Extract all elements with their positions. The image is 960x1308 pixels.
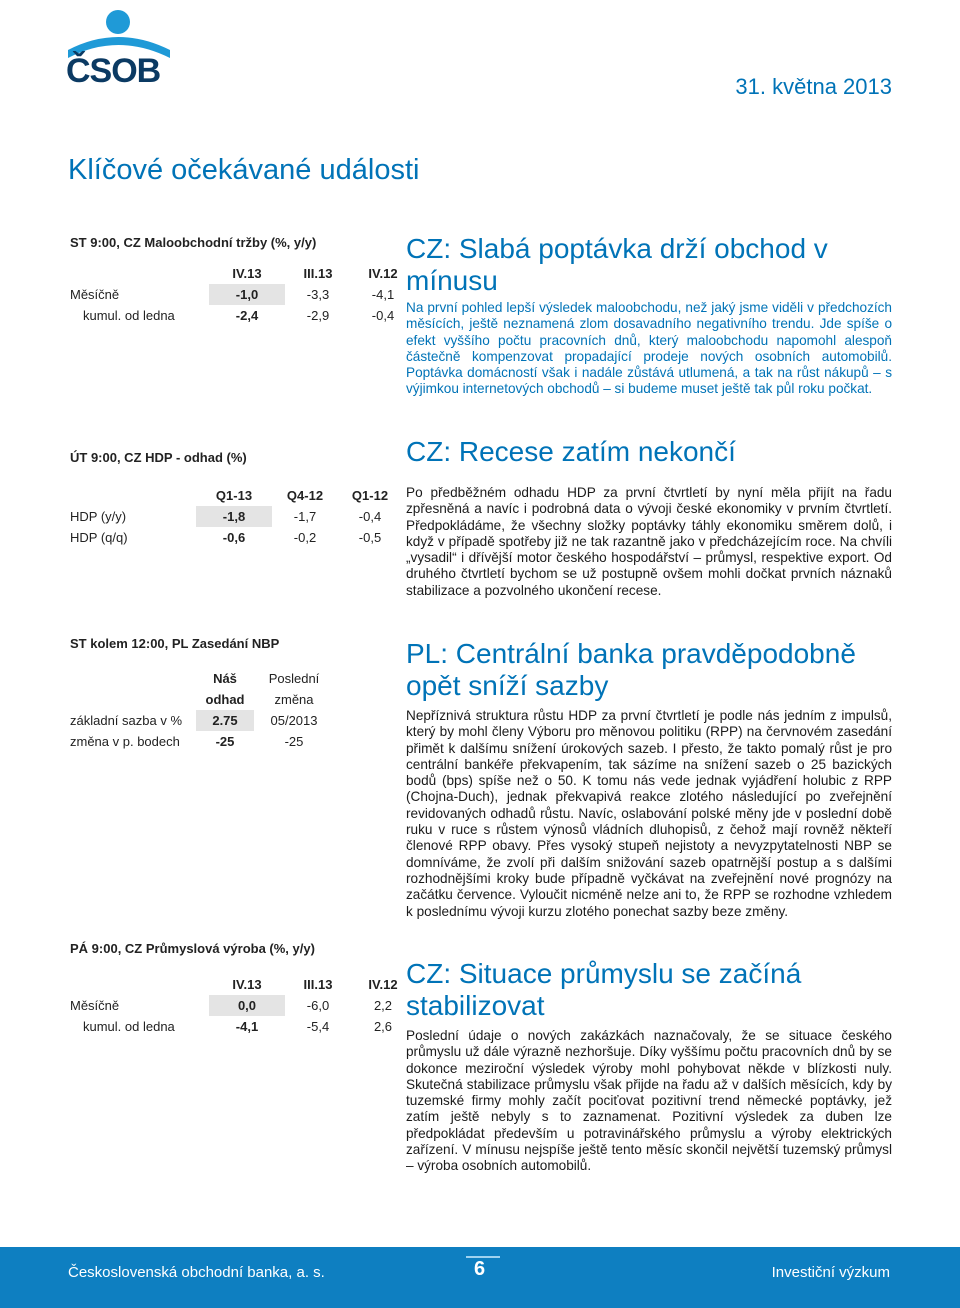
table-header-row [70,263,415,284]
industry-table [70,974,415,1037]
table-row [70,284,415,305]
table-row [70,305,415,326]
cell-value: -6,0 [306,998,330,1013]
article-headline: PL: Centrální banka pravděpodobně opět sníží sazby [406,638,856,701]
table-row [70,710,334,731]
cell-value: -2,9 [306,308,330,323]
article-headline: CZ: Situace průmyslu se začíná stabilizovat [406,958,802,1021]
article-text: Po předběžném odhadu HDP za první čtvrtletí by nyní měla přijít na řadu zpřesněná a navíc i podrobná data o vývoji české ekonomiky v prvním čtvrtletí. Předpokládáme, že všechny složky poptávky táhly ekonomiku směrem dolů, i když v případě spotřeby již ne tak razantně jako v předcházejícím roce. Na chvíli „vysadil“ i dřívější motor českého hospodářství – průmysl, respektive export. Od druhého čtvrtletí bychom se už postupně ovšem mohli dočkat prvních náznaků stabilizace a pozvolného ukončení recese. [406,485,892,598]
column-header: změna [274,692,314,707]
retail-heading: ST 9:00, CZ Maloobchodní tržby (%, y/y) [70,235,317,250]
gdp-heading: ÚT 9:00, CZ HDP - odhad (%) [70,450,247,465]
table-row [70,1016,415,1037]
cell-value: -0,2 [293,530,317,545]
column-header: Q1-12 [351,488,389,503]
cell-value: -0,4 [358,509,382,524]
cell-value: -4,1 [371,287,395,302]
retail-table [70,263,415,326]
cell-value: -4,1 [235,1019,259,1034]
row-label: Měsíčně [70,287,120,302]
cell-value: -0,6 [222,530,246,545]
table-row [70,995,415,1016]
column-header: Poslední [268,671,320,686]
column-header: IV.13 [232,977,262,992]
cell-value: -1,8 [196,506,272,527]
industry-heading: PÁ 9:00, CZ Průmyslová výroba (%, y/y) [70,941,315,956]
cell-value: -25 [284,734,304,749]
article-headline: CZ: Slabá poptávka drží obchod v mínusu [406,233,828,296]
table-row [70,731,334,752]
cell-value: -25 [215,734,235,749]
cell-value: 2.75 [196,710,254,731]
table-header-row [70,689,334,710]
cell-value: -0,5 [358,530,382,545]
nbp-heading: ST kolem 12:00, PL Zasedání NBP [70,636,280,651]
logo-text: ČSOB [66,52,161,90]
cell-value: 2,6 [373,1019,393,1034]
cell-value: 05/2013 [270,713,318,728]
page-title: Klíčové očekávané události [68,154,420,186]
table-row [70,506,402,527]
cell-value: -1,7 [293,509,317,524]
table-row [70,527,402,548]
nbp-table [70,668,334,752]
article-headline: CZ: Recese zatím nekončí [406,436,736,467]
cell-value: 2,2 [373,998,393,1013]
gdp-table [70,485,402,548]
report-date: 31. května 2013 [735,74,892,99]
row-label: kumul. od ledna [83,308,175,323]
column-header: III.13 [303,266,333,281]
column-header: Q1-13 [215,488,253,503]
article-text: Na první pohled lepší výsledek maloobchodu, než jaký jsme viděli v předchozích měsících, ještě neznamená zlom dosavadního negativního trendu. Jde spíše o efekt vyššího počtu pracovních dnů, který maloobchodu napomohl alespoň částečně kompenzovat propadající prodeje nových osobních automobilů. Poptávka domácností však i nadále zůstává utlumená, a tak na růst nákupů – s výjimkou internetových obchodů – si budeme muset ještě tak půl roku počkat. [406,300,892,397]
footer-department: Investiční výzkum [771,1264,890,1281]
column-header: Q4-12 [286,488,324,503]
page-number: 6 [474,1258,486,1280]
column-header: IV.13 [232,266,262,281]
cell-value: -3,3 [306,287,330,302]
table-header-row [70,485,402,506]
column-header: IV.12 [368,266,398,281]
column-header: odhad [205,692,245,707]
cell-value: 0,0 [209,995,285,1016]
table-header-row [70,668,334,689]
row-label: základní sazba v % [70,713,183,728]
table-header-row [70,974,415,995]
cell-value: -5,4 [306,1019,330,1034]
logo-circle-icon [106,10,130,34]
footer-company: Československá obchodní banka, a. s. [68,1264,325,1281]
article-text: Poslední údaje o nových zakázkách naznačovaly, že se situace českého průmyslu už dále výrazně nezhoršuje. Díky vyššímu počtu pracovních dnů by se dokonce meziroční výsledek výroby mohl pohybovat někde v blízkosti nuly. Skutečná stabilizace průmyslu však přijde na řadu až v dalších měsících, kdy by tuzemské firmy mohly začít pociťovat pozitivní trend německé poptávky, jež zatím ještě nebyly s to zaznamenat. Pozitivní výsledek za duben lze předpokládat především u potravinářského průmyslu a výroby elektrických zařízení. V mínusu nejspíše ještě tento měsíc skončil největší tuzemský průmysl – výroba osobních automobilů. [406,1028,892,1174]
row-label: Měsíčně [70,998,120,1013]
csob-logo [66,6,172,90]
column-header: IV.12 [368,977,398,992]
row-label: HDP (y/y) [70,509,127,524]
article-text: Nepříznivá struktura růstu HDP za první čtvrtletí je podle nás jedním z impulsů, který by mohl členy Výboru pro měnovou politiku (RPP) na červnovém zasedání přimět k dalšímu snížení úrokových sazeb. I přesto, že takto pomalý růst je pro centrální bankéře překvapením, tak sázíme na snížení sazeb o 25 bazických bodů (bps) spíše než o 50. K tomu nás vede jednak vyjádření holubic z RPP (Chojna-Duch), jednak překvapivá reakce zlotého následující po zveřejnění revidovaných odhadů růstu. Navíc, oslabování polské měny jde v poslední době ruku v ruce s růstem výnosů vládních dluhopisů, z čehož mají rovněž někteří členové RPP obavy. Přes vysoký stupeň nejistoty a nevyzpytatelnosti NBP se domníváme, že zvolí při dalším snižování sazeb opatrnější postup a s dalšími rozhodnějšími kroky bude případně vyčkávat na zveřejnění nové prognózy na začátku července. Vyloučit nicméně nelze ani to, že RPP se rozhodne vzhledem k poslednímu vývoji kurzu zlotého ponechat sazby beze změny. [406,708,892,919]
row-label: změna v p. bodech [70,734,180,749]
column-header: III.13 [303,977,333,992]
cell-value: -2,4 [235,308,259,323]
row-label: kumul. od ledna [83,1019,175,1034]
cell-value: -0,4 [371,308,395,323]
row-label: HDP (q/q) [70,530,128,545]
cell-value: -1,0 [209,284,285,305]
column-header: Náš [213,671,237,686]
